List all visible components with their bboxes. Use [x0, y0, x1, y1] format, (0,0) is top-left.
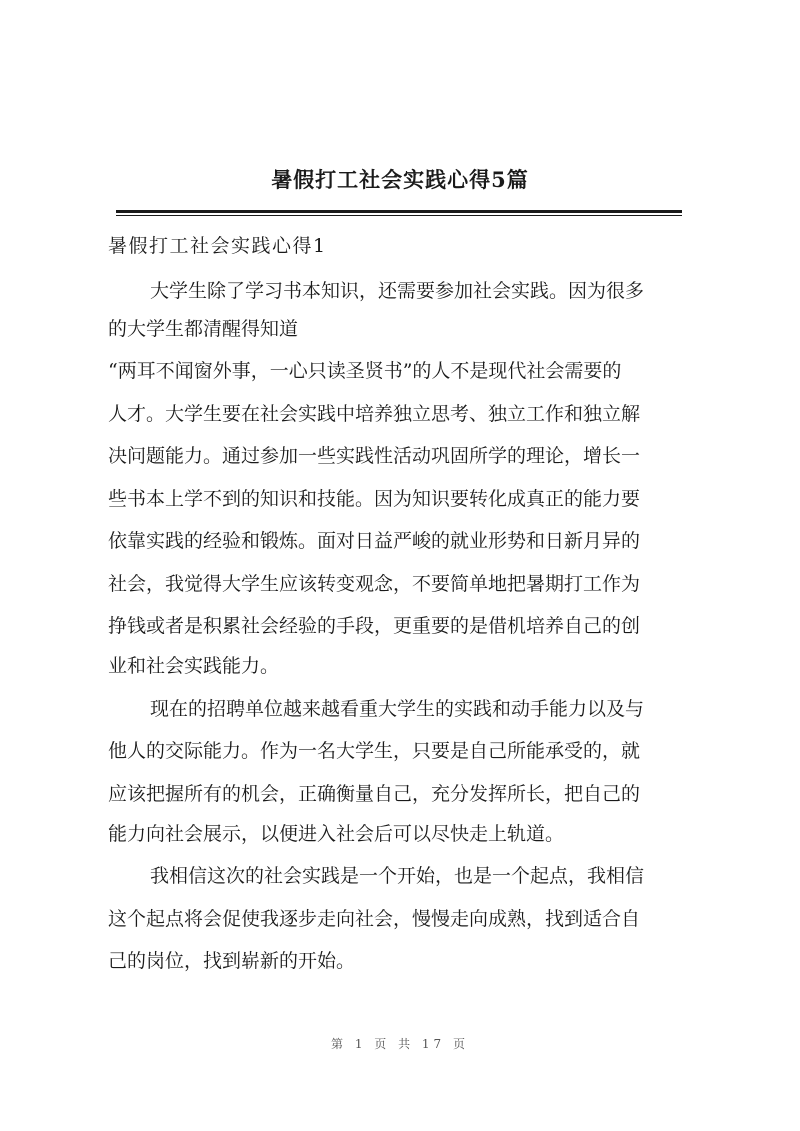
text-line: 他人的交际能力。作为一名大学生，只要是自己所能承受的，就 — [108, 740, 641, 762]
text-line: 能力向社会展示，以便进入社会后可以尽快走上轨道。 — [108, 823, 565, 845]
text-line: 挣钱或者是积累社会经验的手段，更重要的是借机培养自己的创 — [108, 615, 641, 637]
text-line: 我相信这次的社会实践是一个开始，也是一个起点，我相信 — [150, 865, 645, 887]
text-line: 些书本上学不到的知识和技能。因为知识要转化成真正的能力要 — [108, 488, 641, 510]
page-number-footer: 第 1 页 共 17 页 — [331, 1037, 469, 1051]
document-title: 暑假打工社会实践心得5篇 — [271, 167, 529, 192]
text-line: 决问题能力。通过参加一些实践性活动巩固所学的理论，增长一 — [108, 445, 641, 467]
text-line: 的大学生都清醒得知道 — [108, 318, 299, 340]
title-rule-thin — [116, 215, 682, 216]
text-line: 依靠实践的经验和锻炼。面对日益严峻的就业形势和日新月异的 — [108, 530, 641, 552]
text-line: 现在的招聘单位越来越看重大学生的实践和动手能力以及与 — [150, 698, 645, 720]
text-line: 大学生除了学习书本知识，还需要参加社会实践。因为很多 — [150, 280, 645, 302]
text-line: 应该把握所有的机会，正确衡量自己，充分发挥所长，把自己的 — [108, 783, 641, 805]
title-rule-thick — [116, 210, 682, 213]
text-line: 这个起点将会促使我逐步走向社会，慢慢走向成熟，找到适合自 — [108, 908, 641, 930]
text-line: “两耳不闻窗外事，一心只读圣贤书”的人不是现代社会需要的 — [108, 360, 622, 382]
text-line: 业和社会实践能力。 — [108, 655, 280, 677]
text-line: 社会，我觉得大学生应该转变观念，不要简单地把暑期打工作为 — [108, 573, 641, 595]
text-line: 人才。大学生要在社会实践中培养独立思考、独立工作和独立解 — [108, 403, 641, 425]
text-line: 己的岗位，找到崭新的开始。 — [108, 950, 356, 972]
section-heading: 暑假打工社会实践心得1 — [108, 235, 327, 257]
